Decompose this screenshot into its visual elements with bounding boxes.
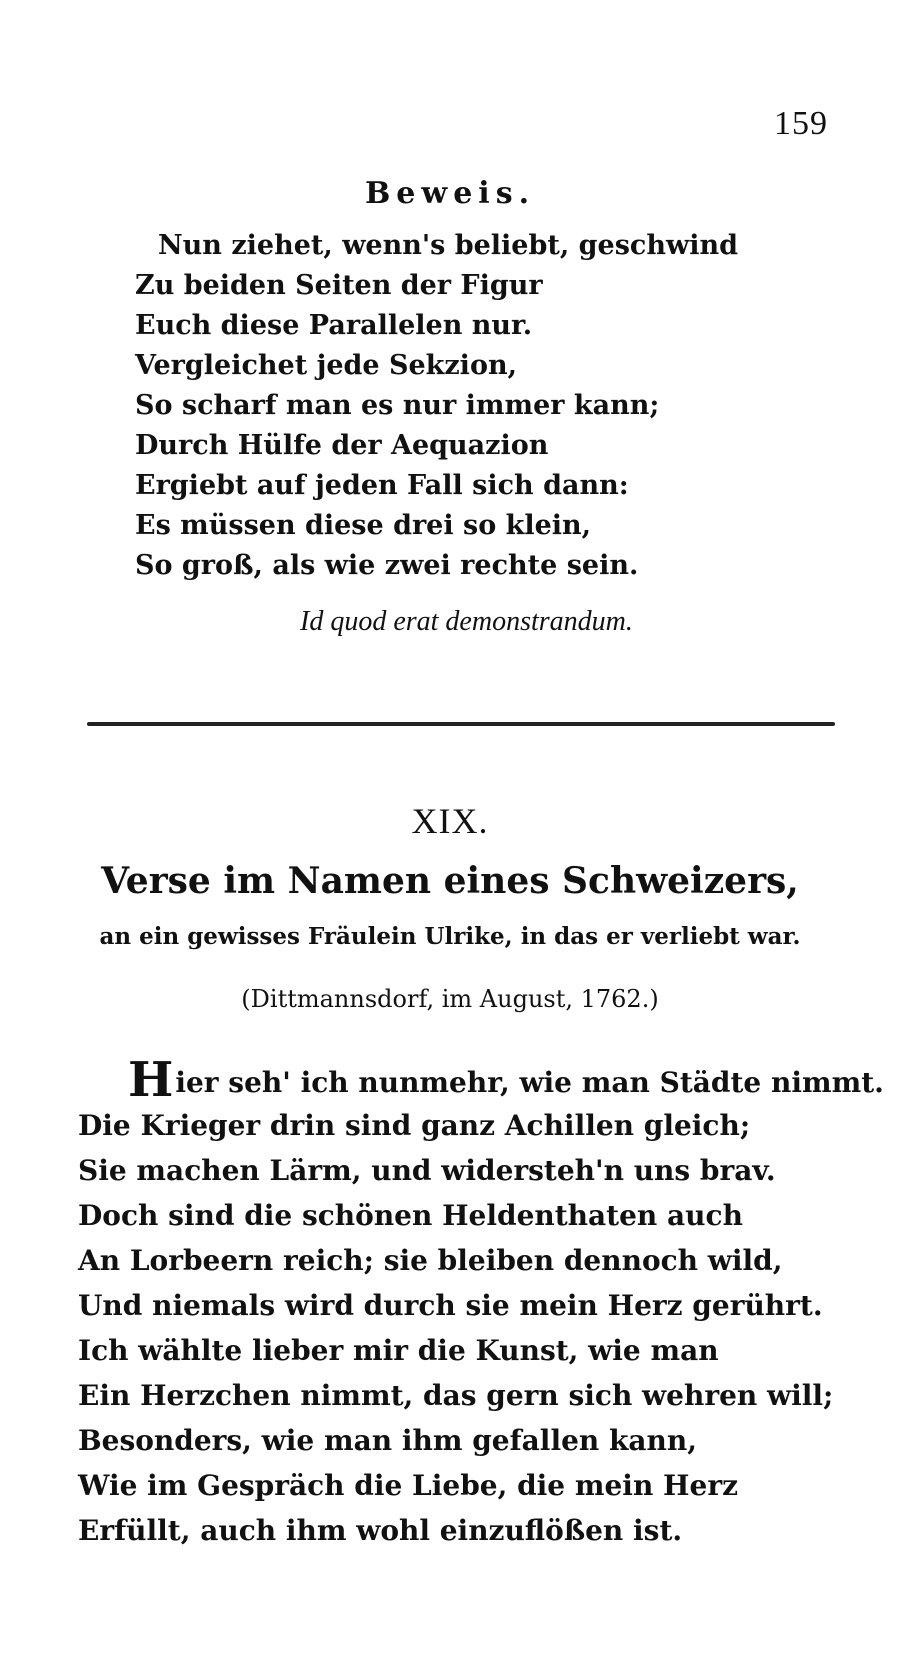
page-number: 159 [774, 105, 828, 142]
poem-line: Ich wählte lieber mir die Kunst, wie man [78, 1334, 719, 1367]
poem-line: So scharf man es nur immer kann; [135, 390, 660, 421]
poem-line: An Lorbeern reich; sie bleiben dennoch wild, [78, 1244, 783, 1277]
qed-closing: Id quod erat demonstrandum. [300, 606, 633, 637]
poem-subtitle: an ein gewisses Fräulein Ulrike, in das er verliebt war. [99, 923, 801, 950]
poem-line: Es müssen diese drei so klein, [135, 510, 592, 541]
poem-date: (Dittmannsdorf, im August, 1762.) [241, 985, 659, 1013]
drop-cap: H [128, 1052, 174, 1108]
poem-first-line [78, 1052, 884, 1108]
poem-line: Doch sind die schönen Heldenthaten auch [78, 1199, 743, 1232]
poem-line: Vergleichet jede Sekzion, [135, 350, 517, 381]
poem-line: Wie im Gespräch die Liebe, die mein Herz [78, 1469, 738, 1502]
first-line-text: ier seh' ich nunmehr, wie man Städte nimmt. [175, 1066, 884, 1099]
poem-title: Verse im Namen eines Schweizers, [101, 860, 799, 902]
poem-line: Durch Hülfe der Aequazion [135, 430, 549, 461]
poem-line: Nun ziehet, wenn's beliebt, geschwind [158, 230, 738, 261]
poem-line: Die Krieger drin sind ganz Achillen gleich; [78, 1109, 751, 1142]
section-title: Beweis. [364, 176, 536, 211]
poem-line: Zu beiden Seiten der Figur [135, 270, 543, 301]
poem-line: So groß, als wie zwei rechte sein. [135, 550, 639, 581]
poem-line: Erfüllt, auch ihm wohl einzuflößen ist. [78, 1514, 683, 1547]
poem-line: Besonders, wie man ihm gefallen kann, [78, 1424, 698, 1457]
poem-line: Und niemals wird durch sie mein Herz gerührt. [78, 1289, 823, 1322]
proof-poem [135, 226, 835, 586]
poem-line: Ergiebt auf jeden Fall sich dann: [135, 470, 629, 501]
poem-line: Euch diese Parallelen nur. [135, 310, 533, 341]
section-divider [87, 722, 835, 726]
poem-line: Sie machen Lärm, und widersteh'n uns brav. [78, 1154, 776, 1187]
verse-poem [78, 1052, 884, 1553]
poem-line: Ein Herzchen nimmt, das gern sich wehren will; [78, 1379, 834, 1412]
chapter-number: XIX. [411, 801, 489, 841]
